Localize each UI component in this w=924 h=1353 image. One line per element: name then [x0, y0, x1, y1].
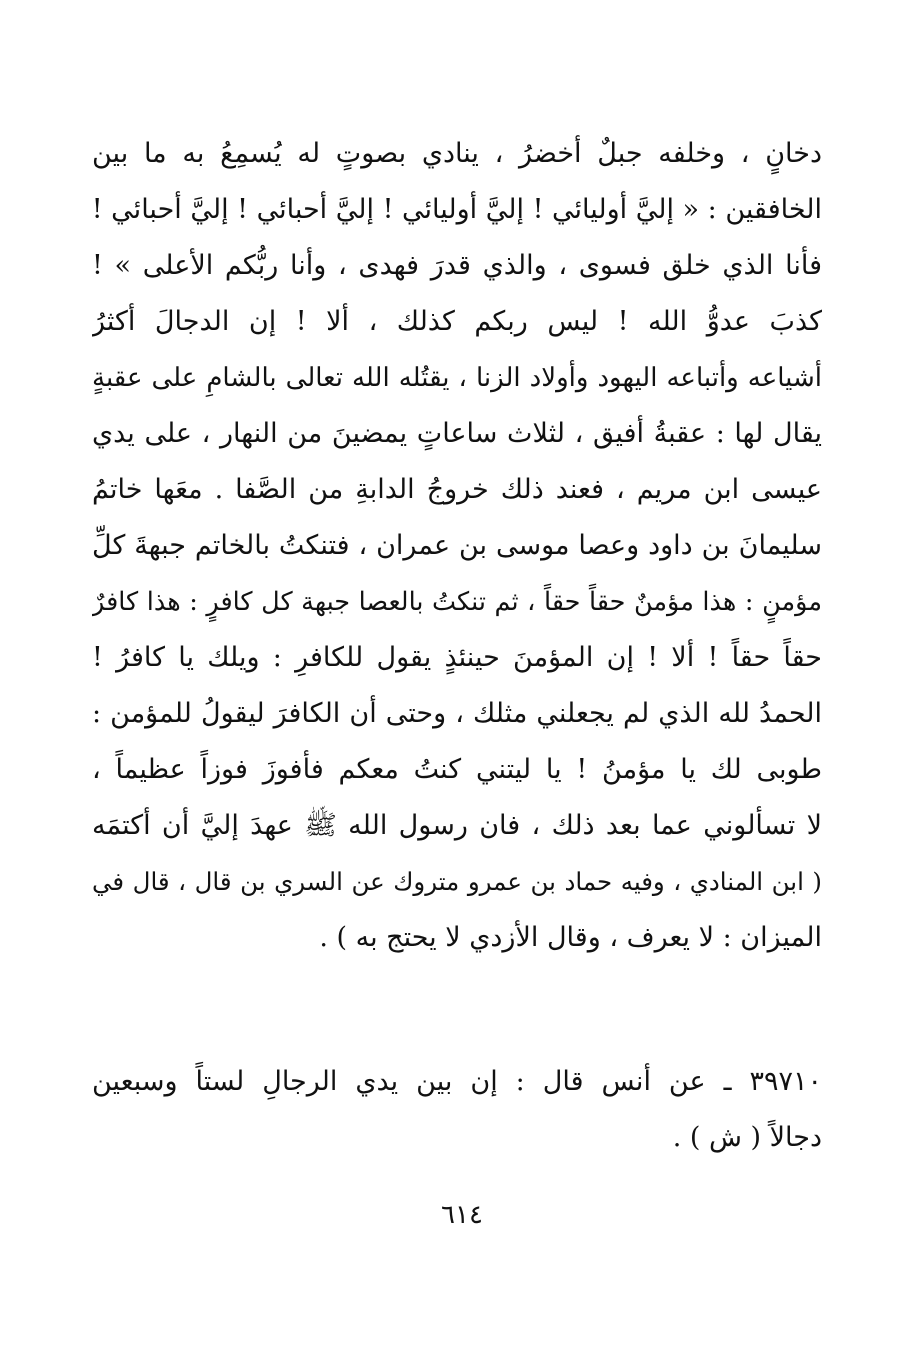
- text-line: الخافقين : « إليَّ أوليائي ! إليَّ أوليائي ! إليَّ أحبائي ! إليَّ أحبائي !: [92, 194, 822, 225]
- text-line: ٣٩٧١٠ ـ عن أنس قال : إن بين يدي الرجالِ لستاً وسبعين: [92, 1066, 822, 1097]
- text-line: دجالاً ( ش ) .: [672, 1122, 822, 1153]
- page-number: ٦١٤: [441, 1200, 483, 1230]
- text-line: فأنا الذي خلق فسوى ، والذي قدرَ فهدى ، وأنا ربُّكم الأعلى » !: [92, 250, 822, 281]
- text-line: الحمدُ لله الذي لم يجعلني مثلك ، وحتى أن الكافرَ ليقولُ للمؤمن :: [92, 698, 822, 729]
- text-line: أشياعه وأتباعه اليهود وأولاد الزنا ، يقتُله الله تعالى بالشامِ على عقبةٍ: [92, 363, 822, 393]
- text-line: الميزان : لا يعرف ، وقال الأزدي لا يحتج به ) .: [319, 922, 822, 953]
- text-line: سليمانَ بن داود وعصا موسى بن عمران ، فتنكتُ بالخاتم جبهةَ كلِّ: [92, 530, 822, 561]
- text-line: عيسى ابن مريم ، فعند ذلك خروجُ الدابةِ من الصَّفا . معَها خاتمُ: [92, 474, 822, 505]
- paragraph-hadith-main: [92, 126, 822, 966]
- text-line: لا تسألوني عما بعد ذلك ، فان رسول الله ﷺ عهدَ إليَّ أن أكتمَه: [92, 810, 822, 841]
- paragraph-hadith-39710: [92, 1054, 822, 1166]
- text-line: مؤمنٍ : هذا مؤمنٌ حقاً حقاً ، ثم تنكتُ بالعصا جبهة كل كافرٍ : هذا كافرٌ: [92, 587, 822, 617]
- text-line: طوبى لك يا مؤمنُ ! يا ليتني كنتُ معكم فأفوزَ فوزاً عظيماً ،: [92, 754, 822, 785]
- text-line: كذبَ عدوُّ الله ! ليس ربكم كذلك ، ألا ! إن الدجالَ أكثرُ: [92, 306, 822, 337]
- text-line: ( ابن المنادي ، وفيه حماد بن عمرو متروك عن السري بن قال ، قال في: [92, 867, 822, 896]
- text-line: دخانٍ ، وخلفه جبلٌ أخضرُ ، ينادي بصوتٍ له يُسمِعُ به ما بين: [92, 138, 822, 169]
- text-line: يقال لها : عقبةُ أفيق ، لثلاث ساعاتٍ يمضينَ من النهار ، على يدي: [92, 418, 822, 449]
- text-line: حقاً حقاً ! ألا ! إن المؤمنَ حينئذٍ يقول للكافرِ : ويلك يا كافرُ !: [92, 642, 822, 673]
